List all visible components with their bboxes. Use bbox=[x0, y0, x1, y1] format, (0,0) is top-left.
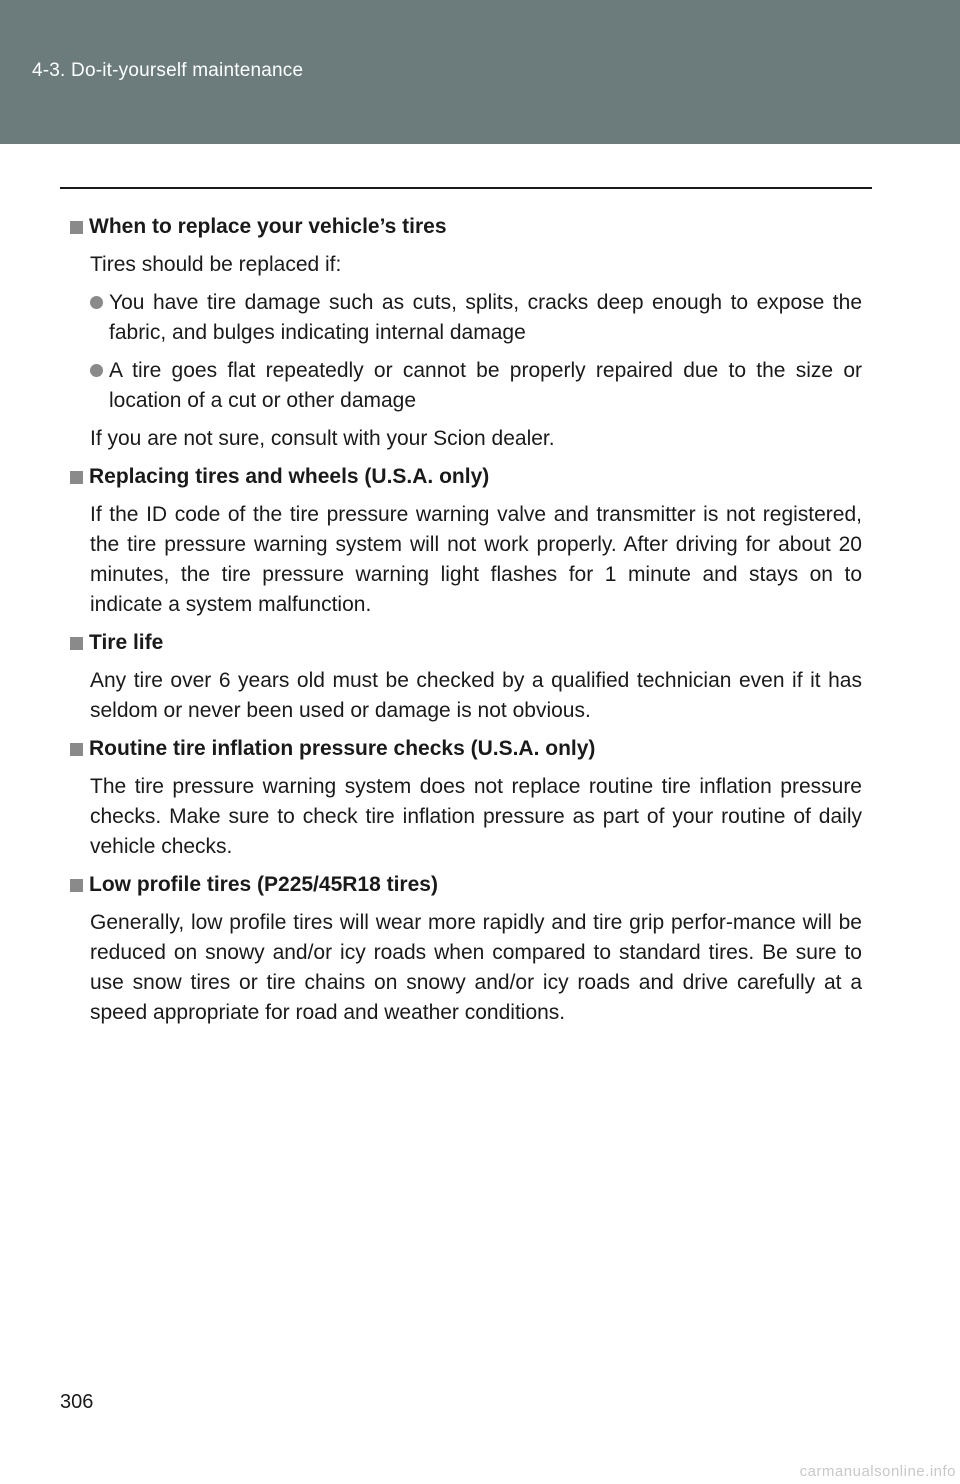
section-heading-text: Low profile tires (P225/45R18 tires) bbox=[89, 873, 438, 896]
section-heading bbox=[70, 870, 862, 900]
section-heading bbox=[70, 212, 862, 242]
section-title: 4-3. Do-it-yourself maintenance bbox=[32, 60, 304, 81]
section-heading-text: Replacing tires and wheels (U.S.A. only) bbox=[89, 465, 490, 488]
watermark: carmanualsonline.info bbox=[799, 1463, 956, 1480]
section-heading bbox=[70, 734, 862, 764]
section-body: If the ID code of the tire pressure warning valve and transmitter is not registered, the tire pressure warning system will not work properly. After driving for about 20 minutes, the tire pressure warning light flashes for 1 minute and stays on to indicate a system malfunction. bbox=[90, 503, 862, 616]
section-outro: If you are not sure, consult with your Scion dealer. bbox=[90, 427, 555, 450]
section-body: Generally, low profile tires will wear more rapidly and tire grip perfor-mance will be reduced on snowy and/or icy roads when compared to standard tires. Be sure to use snow tires or tire chains on snowy and/or icy roads and drive carefully at a speed appropriate for road and weather conditions. bbox=[90, 911, 862, 1024]
section-body: Any tire over 6 years old must be checked by a qualified technician even if it has seldom or never been used or damage is not obvious. bbox=[90, 669, 862, 722]
square-bullet-icon bbox=[70, 471, 83, 484]
header-band bbox=[0, 0, 960, 144]
section-heading-text: Tire life bbox=[89, 631, 164, 654]
round-bullet-icon bbox=[90, 296, 103, 309]
section-heading-text: Routine tire inflation pressure checks (U.S.A. only) bbox=[89, 737, 596, 760]
round-bullet-icon bbox=[90, 364, 103, 377]
section-intro: Tires should be replaced if: bbox=[90, 253, 342, 276]
section-body: The tire pressure warning system does not replace routine tire inflation pressure checks. Make sure to check tire inflation pressure as part of your routine of daily vehicle checks. bbox=[90, 775, 862, 858]
list-item bbox=[90, 288, 862, 348]
section-heading-text: When to replace your vehicle’s tires bbox=[89, 215, 447, 238]
page-number: 306 bbox=[60, 1391, 94, 1413]
section-heading bbox=[70, 462, 862, 492]
section-heading bbox=[70, 628, 862, 658]
page-content bbox=[70, 212, 862, 1036]
square-bullet-icon bbox=[70, 879, 83, 892]
square-bullet-icon bbox=[70, 221, 83, 234]
divider-rule bbox=[60, 187, 872, 189]
list-item bbox=[90, 356, 862, 416]
list-item-text: You have tire damage such as cuts, splits, cracks deep enough to expose the fabric, and bulges indicating internal damage bbox=[109, 291, 862, 344]
square-bullet-icon bbox=[70, 743, 83, 756]
square-bullet-icon bbox=[70, 637, 83, 650]
list-item-text: A tire goes flat repeatedly or cannot be properly repaired due to the size or location of a cut or other damage bbox=[109, 359, 862, 412]
